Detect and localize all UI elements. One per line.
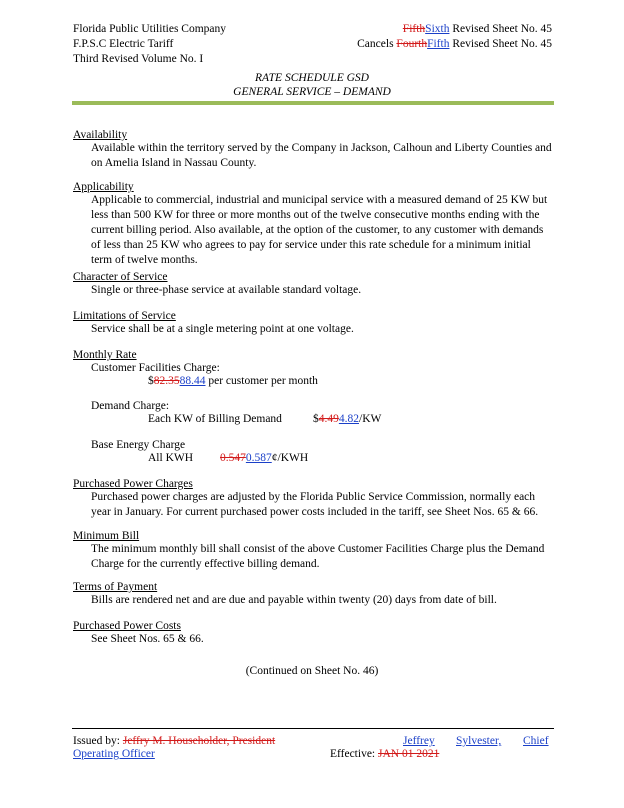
- cfc-deleted-value: 82.35: [153, 375, 180, 387]
- footer-divider: [72, 728, 554, 729]
- terms-heading: Terms of Payment: [73, 581, 158, 593]
- availability-heading: Availability: [73, 129, 128, 141]
- cfc-inserted-value: 88.44: [179, 375, 206, 387]
- continued-note: (Continued on Sheet No. 46): [245, 665, 379, 677]
- title-divider: [72, 101, 554, 105]
- sheet-number: [357, 22, 552, 37]
- energy-value: [220, 451, 308, 465]
- applicability-heading: Applicability: [73, 181, 134, 193]
- energy-item: All KWH: [148, 452, 194, 464]
- demand-label: Demand Charge:: [91, 400, 170, 412]
- applicability-text: Applicable to commercial, industrial and municipal service with a measured demand of 25 KW but less than 500 KW for three or more months out of the twelve consecutive months ending with the current billing period. Also available, at the option of the customer, to any customer with demands of less than 25 KW who agrees to pay for service under this rate schedule for a minimum initial term of twelve months.: [91, 194, 548, 266]
- company-name: Florida Public Utilities Company: [73, 23, 227, 35]
- monthly-rate-heading: Monthly Rate: [73, 349, 137, 361]
- energy-inserted-value: 0.587: [245, 452, 272, 464]
- ppcosts-heading: Purchased Power Costs: [73, 620, 181, 632]
- ppc-text: Purchased power charges are adjusted by the Florida Public Service Commission, normally each year in January. For current purchased power costs included in the tariff, see Sheet Nos. 65 & 66.: [91, 491, 539, 518]
- demand-inserted-value: 4.82: [338, 413, 359, 425]
- cfc-rest-text: per customer per month: [205, 375, 318, 387]
- cancels-prefix: Cancels: [357, 38, 397, 50]
- terms-text: Bills are rendered net and are due and payable within twenty (20) days from date of bill.: [91, 594, 497, 606]
- issued-deleted-name: Jeffry M. Householder, President: [122, 735, 276, 747]
- energy-deleted-value: 0.547: [220, 452, 246, 464]
- demand-item: Each KW of Billing Demand: [148, 413, 282, 425]
- sheet-deleted-text: Fifth: [402, 23, 426, 35]
- demand-value: [313, 412, 381, 426]
- effective-deleted-date: JAN 01 2021: [378, 748, 440, 760]
- cfc-label: Customer Facilities Charge:: [91, 362, 220, 374]
- cancels-deleted-text: Fourth: [396, 38, 428, 50]
- issued-by: [73, 734, 275, 748]
- ppcosts-text: See Sheet Nos. 65 & 66.: [91, 633, 204, 645]
- tariff-name: F.P.S.C Electric Tariff: [73, 38, 174, 50]
- effective-date: [330, 747, 439, 761]
- effective-label: Effective:: [330, 748, 378, 760]
- demand-dollar: $: [313, 413, 319, 425]
- issued-inserted-1: Jeffrey: [403, 735, 435, 747]
- issued-inserted-3: Chief: [523, 735, 549, 747]
- limitations-text: Service shall be at a single metering point at one voltage.: [91, 323, 354, 335]
- header-right: [357, 22, 552, 52]
- sheet-inserted-text: Sixth: [425, 23, 450, 35]
- cancels-rest-text: Revised Sheet No. 45: [449, 38, 552, 50]
- character-heading: Character of Service: [73, 271, 168, 283]
- schedule-subtitle: GENERAL SERVICE – DEMAND: [233, 86, 391, 98]
- cancels-sheet: [357, 37, 552, 52]
- character-text: Single or three-phase service at available standard voltage.: [91, 284, 362, 296]
- header-left: [73, 22, 226, 67]
- demand-deleted-value: 4.49: [318, 413, 339, 425]
- sheet-rest-text: Revised Sheet No. 45: [449, 23, 552, 35]
- demand-unit: /KW: [359, 413, 382, 425]
- issued-inserted-4: Operating Officer: [73, 748, 155, 760]
- ppc-heading: Purchased Power Charges: [73, 478, 193, 490]
- availability-text: Available within the territory served by the Company in Jackson, Calhoun and Liberty Counties and on Amelia Island in Nassau County.: [91, 142, 552, 169]
- limitations-heading: Limitations of Service: [73, 310, 176, 322]
- issued-inserted-2: Sylvester,: [456, 735, 502, 747]
- minimum-bill-heading: Minimum Bill: [73, 530, 140, 542]
- minimum-bill-text: The minimum monthly bill shall consist of the above Customer Facilities Charge plus the Demand Charge for the currently effective billing demand.: [91, 543, 545, 570]
- issued-prefix: Issued by:: [73, 735, 123, 747]
- energy-unit: ¢/KWH: [271, 452, 309, 464]
- cfc-value: [148, 374, 318, 388]
- cancels-inserted-text: Fifth: [427, 38, 450, 50]
- energy-label: Base Energy Charge: [91, 439, 186, 451]
- volume-name: Third Revised Volume No. I: [73, 53, 204, 65]
- schedule-title: RATE SCHEDULE GSD: [255, 72, 369, 84]
- cfc-dollar: $: [148, 375, 154, 387]
